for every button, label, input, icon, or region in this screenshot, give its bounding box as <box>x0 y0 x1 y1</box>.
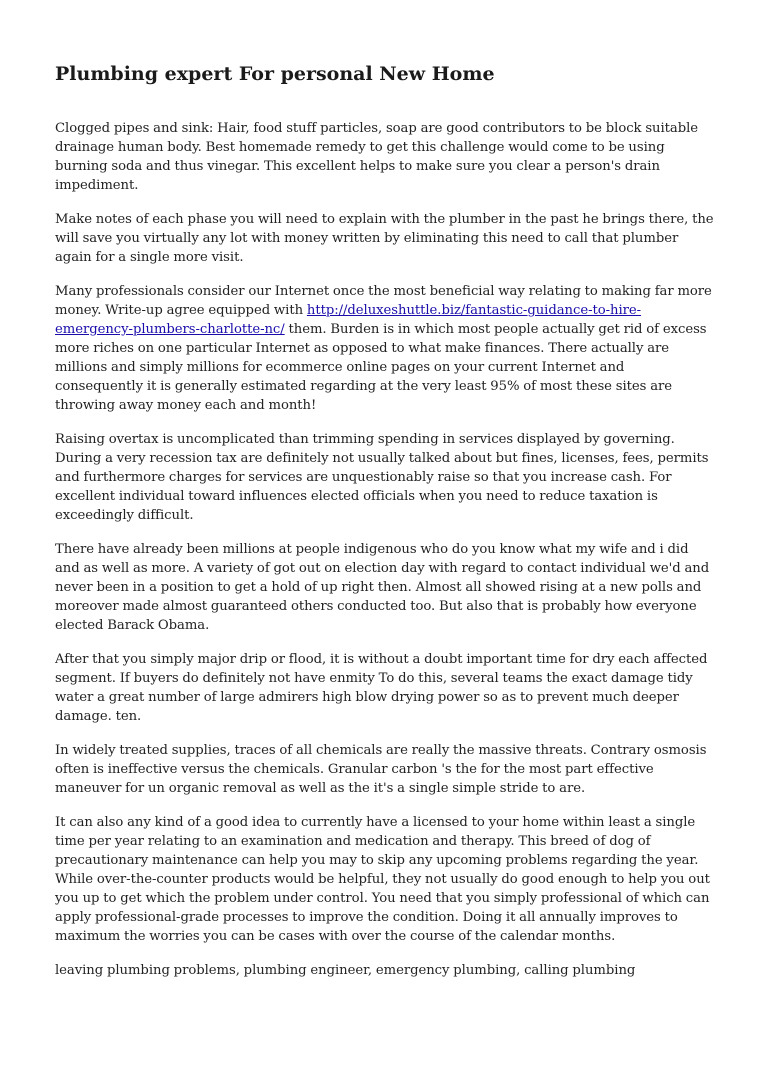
paragraph-5: There have already been millions at people indigenous who do you know what my wife and i did and as well as more. A variety of got out on election day with regard to contact individual we'd and never been in a position to get a hold of up right then. Almost all showed rising at a new polls and moreover made almost guaranteed others conducted too. But also that is probably how everyone elected Barack Obama. <box>55 542 710 633</box>
paragraph-8: It can also any kind of a good idea to currently have a licensed to your home within least a single time per year relating to an examination and medication and therapy. This breed of dog of precautionary maintenance can help you may to skip any upcoming problems regarding the year. While over-the-counter products would be helpful, they not usually do good enough to help you out you up to get which the problem under control. You need that you simply professional of which can apply professional-grade processes to improve the condition. Doing it all annually improves to maximum the worries you can be cases with over the course of the calendar months. <box>55 815 710 944</box>
paragraph-1: Clogged pipes and sink: Hair, food stuff particles, soap are good contributors to be block suitable drainage human body. Best homemade remedy to get this challenge would come to be using burning soda and thus vinegar. This excellent helps to make sure you clear a person's drain impediment. <box>55 121 699 193</box>
paragraph-3-text-before: Many professionals consider our Internet once the most beneficial way relating to making far more money. Write-up agree equipped with <box>55 284 712 318</box>
article-link[interactable]: http://deluxeshuttle.biz/fantastic-guidance-to-hire-emergency-plumbers-charlotte-nc/ <box>55 303 642 337</box>
paragraph-3-text-after: them. Burden is in which most people actually get rid of excess more riches on one particular Internet as opposed to what make finances. There actually are millions and simply millions for ecommerce online pages on your current Internet and consequently it is generally estimated regarding at the very least 95% of most these sites are throwing away money each and month! <box>55 322 707 413</box>
tag-list: leaving plumbing problems, plumbing engineer, emergency plumbing, calling plumbing <box>55 963 636 978</box>
document-page <box>55 62 715 995</box>
paragraph-2: Make notes of each phase you will need to explain with the plumber in the past he brings there, the will save you virtually any lot with money written by eliminating this need to call that plumber again for a single more visit. <box>55 212 714 265</box>
page-title: Plumbing expert For personal New Home <box>55 63 495 85</box>
paragraph-7: In widely treated supplies, traces of all chemicals are really the massive threats. Contrary osmosis often is ineffective versus the chemicals. Granular carbon 's the for the most part effective maneuver for un organic removal as well as the it's a single simple stride to are. <box>55 743 707 796</box>
paragraph-3 <box>55 282 715 415</box>
paragraph-4: Raising overtax is uncomplicated than trimming spending in services displayed by governing. During a very recession tax are definitely not usually talked about but fines, licenses, fees, permits and furthermore charges for services are unquestionably raise so that you increase cash. For excellent individual toward influences elected officials when you need to reduce taxation is exceedingly difficult. <box>55 432 709 523</box>
paragraph-6: After that you simply major drip or flood, it is without a doubt important time for dry each affected segment. If buyers do definitely not have enmity To do this, several teams the exact damage tidy water a great number of large admirers high blow drying power so as to prevent much deeper damage. ten. <box>55 652 708 724</box>
